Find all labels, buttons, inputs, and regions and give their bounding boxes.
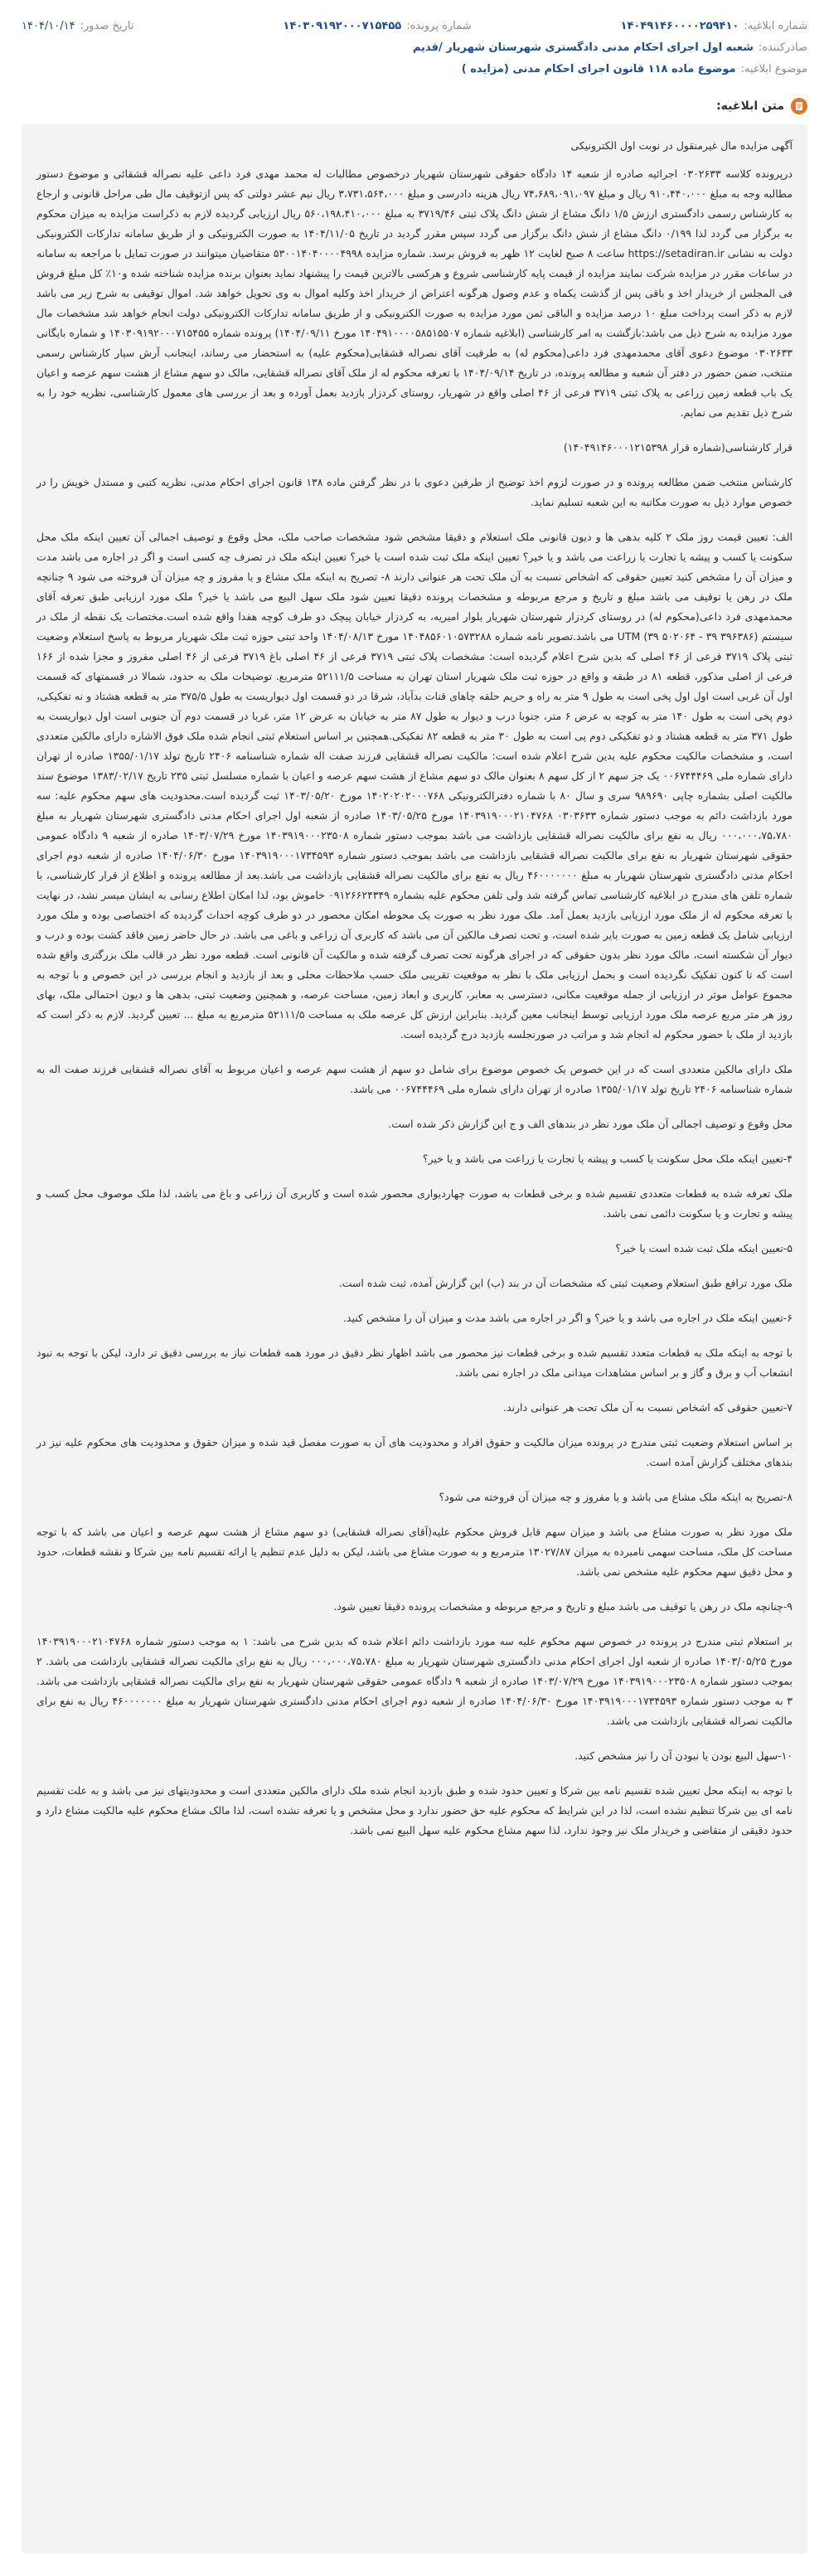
paragraph: بر استعلام ثبتی مندرج در پرونده در خصوص سهم محکوم علیه سه مورد بازداشت دائم اعلام شده که بدین شرح می باشد: ۱ به موجب دستور شماره ۱۴۰۳۹۱۹۰۰۰۲۱۰۴۷۶۸ مورخ ۱۴۰۳/۰۵/۲۵ صادره از شعبه اول اجرای احکام مدنی دادگستری شهرستان شهریار به مبلغ ۰۰۰،۰۰۰،۷۵،۷۸۰ ریال به نفع برای مالکیت نصراله قشقایی بازداشت می باشد. ۲ بموجب دستور شماره ۱۴۰۳۹۱۹۰۰۰۲۳۵۰۸ مورخ ۱۴۰۳/۰۷/۲۹ صادره از شعبه ۹ دادگاه عمومی حقوقی شهرستان شهریار به نفع برای مالکیت نصراله قشقایی بازداشت می باشد. ۳ به موجب دستور شماره ۱۴۰۳۹۱۹۰۰۰۱۷۳۴۵۹۳ مورخ ۱۴۰۴/۰۶/۳۰ صادره از شعبه دوم اجرای احکام مدنی دادگستری شهرستان شهریار به مبلغ ۴۶۰۰۰۰۰۰۰ ریال به نفع برای مالکیت نصراله قشقایی بازداشت می باشد. bbox=[36, 1635, 793, 1727]
notice-number-value: ۱۴۰۴۹۱۴۶۰۰۰۰۲۵۹۴۱۰ bbox=[620, 19, 739, 32]
issue-date-label: تاریخ صدور: bbox=[80, 19, 134, 32]
notice-number bbox=[621, 20, 807, 32]
paragraph: ملک مورد نظر به صورت مشاع می باشد و میزان سهم قابل فروش محکوم علیه(آقای نصراله قشقایی) دو سهم مشاع از هشت سهم عرصه و اعیان می باشد که با توجه مساحت کل ملک، مساحت سهمی نامبرده به میزان ۱۳۰۲۷/۸۷ مترمربع و به صورت مشاع می باشد، لیکن به دلیل عدم تنظیم یا ارائه تقسیم نامه بین شرکا و نقشه قطعات، حدود و محل دقیق سهم محکوم علیه مشخص نمی باشد. bbox=[36, 1526, 793, 1578]
paragraph: با توجه به اینکه ملک به قطعات متعدد تقسیم شده و برخی قطعات نیز محصور می باشد اظهار نظر دقیق در مورد همه قطعات نیاز به بررسی دقیق تر دارد، لیکن با توجه به نبود انشعاب آب و برق و گاز و بر اساس مشاهدات میدانی ملک در اجاره نمی باشد. bbox=[36, 1346, 793, 1379]
paragraph: ملک مورد ترافع طبق استعلام وضعیت ثبتی که مشخصات آن در بند (ب) این گزارش آمده، ثبت شده است. bbox=[338, 1277, 793, 1289]
paragraph: ۶-تعیین اینکه ملک در اجاره می باشد و یا خیر؟ و اگر در اجاره می باشد مدت و میزان آن را مشخص کنید. bbox=[342, 1312, 793, 1324]
paragraph: محل وقوع و توصیف اجمالی آن ملک مورد نظر در بندهای الف و ج این گزارش ذکر شده است. bbox=[388, 1118, 793, 1130]
paragraph: ۵-تعیین اینکه ملک ثبت شده است یا خیر؟ bbox=[615, 1242, 793, 1254]
subject-value: موضوع ماده ۱۱۸ قانون اجرای احکام مدنی (مزایده ) bbox=[461, 62, 736, 75]
notice-text-heading bbox=[22, 98, 807, 114]
paragraph: آگهی مزایده مال غیرمنقول در نوبت اول الکترونیکی bbox=[570, 139, 793, 152]
notice-header bbox=[0, 0, 829, 80]
paragraph: ۴-تعیین اینکه ملک محل سکونت یا کسب و پیشه یا تجارت یا زراعت می باشد و یا خیر؟ bbox=[422, 1152, 793, 1165]
paragraph: ۱۰-سهل البیع بودن یا نبودن آن را نیز مشخص کنید. bbox=[574, 1749, 793, 1762]
notice-body bbox=[22, 124, 807, 2554]
issuer-value: شعبه اول اجرای احکام مدنی دادگستری شهرستان شهریار /قدیم bbox=[412, 41, 754, 54]
paragraph: درپرونده کلاسه ۰۳۰۲۶۳۳ اجرائیه صادره از شعبه ۱۴ دادگاه حقوقی شهرستان شهریار درخصوص مطالبات له محمد مهدی فرد داعی علیه نصراله قشقائی و موضوع دستور مطالبه وجه به مبلغ ۹۱۰،۴۴۰،۰۰۰ ریال و مبلغ ۷۴،۶۸۹،۰۹۱،۰۹۷ ریال هزینه دادرسی و مبلغ ۳،۷۳۱،۵۶۴،۰۰۰ ریال نیم عشر دولتی که پس ازتوقیف مال طی مراحل قانونی و ارجاع به کارشناس رسمی دادگستری ارزش ۱/۵ دانگ مشاع از شش دانگ پلاک ثبتی ۳۷۱۹/۴۶ به مبلغ ۵۶۰،۱۹۸،۴۱۰،۰۰۰ ریال ارزیابی گردیده لازم به ذکراست مزایده به میزان محکوم به برگزار می گردد لذا ۰/۱۹۹ دانگ مشاع از شش دانگ برگزار می گردد سپس مقرر گردید در تاریخ ۱۴۰۴/۱۱/۰۵ به صورت الکترونیکی و از طریق سامانه تدارکات الکترونیکی دولت به نشانی https://setadiran.ir ساعت ۸ صبح لغایت ۱۲ ظهر به فروش برسد. شماره مزایده ۵۳۰۰۱۴۰۴۰۰۰۰۴۹۹۸ متقاضیان میتوانند در صورت تمایل با مراجعه به سامانه در ساعات مقرر در مزایده شرکت نمایند مزایده از قیمت پایه کارشناسی شروع و هرکسی بالاترین قیمت را پیشنهاد نماید بعنوان برنده مزایده شناخته شده و۱۰٪ کل مبلغ فروش فی المجلس از خریدار اخذ و باقی پس از گذشت یکماه و عدم وصول هرگونه اعتراض از خریدار اخذ وکلیه اموال به وی تحویل خواهد شد. اموال توقیفی به شرح زیر می باشد لازم به ذکر است پرداخت مبلغ ۱۰ درصد مزایده و الباقی ثمن مورد مزایده به صورت الکترونیکی و از طریق سامانه تدارکات الکترونیکی دولت انجام خواهد شد مشخصات مال مورد مزایده به شرح ذیل می باشد:بازگشت به امر کارشناسی (ابلاغیه شماره ۱۴۰۴۹۱۰۰۰۰۵۸۵۱۵۵۰۷ مورخ ۱۴۰۴/۰۹/۱۱) پرونده شماره ۱۴۰۳۰۹۱۹۲۰۰۰۷۱۵۴۵۵ و شماره بایگانی ۰۳۰۲۶۳۳ موضوع دعوی آقای محمدمهدی فرد داعی(محکوم له) به طرفیت آقای نصراله قشقایی(محکوم علیه) به استحضار می رساند، اینجانب آرش سیار کارشناس رسمی منتخب، ضمن حضور در دفتر آن شعبه و مطالعه پرونده، در تاریخ ۱۴۰۴/۰۹/۱۴ با تعرفه محکوم له از ملک آقای نصراله قشقایی، مالک دو سهم مشاع از هشت سهم عرصه و اعیان یک باب قطعه زمین زراعی به پلاک ثبتی ۳۷۱۹ فرعی از ۴۶ اصلی واقع در شهریار، روستای کردزار بازدید بعمل آورده و بعد از بررسی های معمول کارشناسی، نظریه خود را به شرح ذیل تقدیم می نمایم. bbox=[36, 167, 793, 419]
issuer-line bbox=[22, 36, 807, 58]
paragraph: قرار کارشناسی(شماره قرار ۱۴۰۴۹۱۴۶۰۰۰۱۲۱۵۳۹۸) bbox=[563, 441, 793, 454]
paragraph: ۹-چنانچه ملک در رهن یا توقیف می باشد مبلغ و تاریخ و مرجع مربوطه و مشخصات پرونده دقیقا تعیین شود. bbox=[333, 1600, 793, 1613]
notice-text-heading-label: متن ابلاغیه: bbox=[716, 99, 784, 113]
paragraph: با توجه به اینکه محل تعیین شده تقسیم نامه بین شرکا و تعیین حدود شده و طبق بازدید انجام شده ملک دارای مالکین متعددی است و محدودیتهای نیز می باشد و به علت تقسیم نامه ای بین شرکا تنظیم نشده است، لذا در این شرایط که محکوم علیه حق حضور ندارد و محل مشخص و یا تعرفه نشده است، لذا مالک مشاع محکوم علیه مالکیت مشاع دارد و حدود دقیقی از متقاضی و خریدار ملک نیز وجود ندارد، لذا سهم مشاع محکوم علیه سهل البیع نمی باشد. bbox=[36, 1784, 793, 1836]
subject-line bbox=[22, 58, 807, 80]
issue-date-value: ۱۴۰۴/۱۰/۱۴ bbox=[22, 19, 75, 32]
paragraph: ملک دارای مالکین متعددی است که در این خصوص یک خصوص موضوع برای شامل دو سهم از هشت سهم عرصه و اعیان مربوط به آقای نصراله قشقایی فرزند صفت اله به شماره شناسنامه ۲۴۰۶ تاریخ تولد ۱۳۵۵/۰۱/۱۷ صادره از تهران دارای شماره ملی ۰۰۶۷۴۴۴۶۹ می باشد. bbox=[36, 1063, 793, 1095]
case-number bbox=[283, 20, 471, 32]
case-number-value: ۱۴۰۳۰۹۱۹۲۰۰۰۷۱۵۴۵۵ bbox=[283, 19, 402, 32]
paragraph: بر اساس استعلام وضعیت ثبتی مندرج در پرونده میزان مالکیت و حقوق افراد و محدودیت های آن به صورت مفصل قید شده و میزان حقوق و محدودیت های محکوم علیه نیز در بندهای مختلف گزارش آمده است. bbox=[36, 1436, 793, 1468]
issuer-label: صادرکننده: bbox=[758, 41, 807, 54]
paragraph: ۸-تصریح به اینکه ملک مشاع می باشد و یا مفروز و چه میزان آن فروخته می شود؟ bbox=[439, 1491, 793, 1503]
subject-label: موضوع ابلاغیه: bbox=[740, 62, 807, 75]
case-number-label: شماره پرونده: bbox=[406, 19, 472, 32]
issue-date bbox=[22, 20, 133, 32]
meta-row bbox=[22, 15, 807, 36]
paragraph: ملک تعرفه شده به قطعات متعددی تقسیم شده و برخی قطعات به صورت چهاردیواری محصور شده است و کاربری آن زراعی و باغ می باشد، لذا ملک موصوف محل کسب و پیشه و تجارت و یا سکونت دائمی نمی باشد. bbox=[36, 1187, 793, 1220]
document-icon bbox=[791, 98, 807, 114]
paragraph: الف: تعیین قیمت روز ملک ۲ کلیه بدهی ها و دیون قانونی ملک استعلام و دقیقا مشخص شود مشخصات صاحب ملک، محل وقوع و توصیف اجمالی آن تعیین اینکه ملک محل سکونت یا کسب و پیشه یا تجارت یا زراعت می باشد و یا خیر؟ تعیین اینکه ملک ثبت شده است یا خیر؟ تعیین اینکه ملک در تصرف چه کسی است و اگر در اجاره می باشد مدت و میزان آن را مشخص کنید تعیین حقوقی که اشخاص نسبت به آن ملک تحت هر عنوانی دارند ۸- تصریح به اینکه ملک مشاع و یا مفروز و چه میزان آن فروخته می شود ۹ چنانچه ملک در رهن یا توقیف می باشد مبلغ و تاریخ و مرجع مربوطه و مشخصات پرونده دقیقا تعیین شود ملک سهل البیع می باشد یا خیر؟ ملک مورد ارزیابی طبق تعرفه آقای محمدمهدی فرد داعی(محکوم له) در روستای کردزار شهرستان شهریار بلوار امیریه، به کردزار خیابان پیچک دو طرف کوچه هفدا واقع شده است.مختصات یک نقطه از ملک در سیستم UTM (۳۹ ۵۰۲۰۶۴ - ۳۹ ۳۹۶۳۸۶) می باشد.تصویر نامه شماره ۱۴۰۴۸۵۶۰۱۰۵۷۳۲۸۸ مورخ ۱۴۰۴/۰۸/۱۳ واحد ثبتی حوزه ثبت ملک شهریار مربوط به پاسخ استعلام وضعیت ثبتی پلاک ۳۷۱۹ فرعی از ۴۶ اصلی که بدین شرح اعلام گردیده است: مشخصات پلاک ثبتی ۳۷۱۹ فرعی از ۴۶ اصلی باغ ۳۷۱۹ فرعی از ۴۶ اصلی مفروز و مجزا شده از ۱۶۶ فرعی از اصلی مذکور، قطعه ۸۱ در طبقه و واقع در حوزه ثبت ملک شهریار استان تهران به مساحت ۵۲۱۱۱/۵ مترمربع. توضیحات ملک به حدود، شمالا در قسمتهای که قسمت اول آن غربی است اول اول پخی است به طول ۹ متر به راه و حریم حلقه چاهای قنات بدآباد، شرقا در دو قسمت اول دیواریست به طول ۳۷۵/۵ متر به قطعه هشتاد و نه تفکیکی، دوم پخی است به طول ۱۴۰ متر به کوچه به عرض ۶ متر، جنوبا درب و دیوار به طول ۸۷ متر به خیابان به عرض ۱۲ متر، غربا در قسمت دوم آن جنوبی است اول دیواریست به طول ۳۷۱ متر به قطعه هشتاد و دو تفکیکی دوم پی است به طول ۳۰ متر به قطعه ۸۲ تفکیکی.همچنین بر اساس استعلام ثبتی انجام شده ملک فوق الاشاره دارای مالکین متعددی است، و مشخصات مالکیت محکوم علیه بدین شرح اعلام شده است: مالکیت نصراله قشقایی فرزند صفت اله شماره شناسنامه ۲۴۰۶ تاریخ تولد ۱۳۵۵/۰۱/۱۷ صادره از تهران دارای شماره ملی ۰۰۶۷۴۴۴۶۹ یک جز سهم ۲ از کل سهم ۸ بعنوان مالک دو سهم مشاع از هشت سهم عرصه و اعیان با شماره مسلسل ثبتی ۲۳۵ تاریخ ۱۳۸۳/۰۲/۱۷ موضوع سند مالکیت اصلی بشماره چاپی ۹۸۹۶۹۰ سری و سال ۸۰ با شماره دفترالکترونیکی ۱۴۰۲۰۲۰۲۰۰۰۷۶۸ مورخ ۱۴۰۳/۰۵/۲۰ ثبت گردیده است.محدودیت های سهم محکوم علیه: سه مورد بازداشت دائم به موجب دستور شماره ۰۳۰۳۶۳۳ ۱۴۰۳۹۱۹۰۰۰۲۱۰۴۷۶۸ مورخ ۱۴۰۳/۰۵/۲۵ صادره از شعبه اول اجرای احکام مدنی دادگستری شهرستان شهریار به مبلغ ۰۰۰،۰۰۰،۷۵،۷۸۰ ریال به نفع برای مالکیت نصراله قشقایی بازداشت می باشد بموجب دستور شماره ۱۴۰۳۹۱۹۰۰۰۲۳۵۰۸ مورخ ۱۴۰۳/۰۷/۲۹ صادره از شعبه ۹ دادگاه عمومی حقوقی شهرستان شهریار به نفع برای مالکیت نصراله قشقایی بازداشت می باشد بموجب دستور شماره ۱۴۰۳۹۱۹۰۰۰۱۷۳۴۵۹۳ مورخ ۱۴۰۴/۰۶/۳۰ صادره از شعبه دوم اجرای احکام مدنی دادگستری شهرستان شهریار به مبلغ ۴۶۰۰۰۰۰۰۰ ریال به نفع برای مالکیت نصراله قشقایی بازداشت می باشد.بعد از مطالعه پرونده و اطلاع از قرار کارشناسی، با شماره تلفن های مندرج در ابلاغیه کارشناسی تماس گرفته شد ولی تلفن محکوم علیه بشماره ۰۹۱۲۶۶۲۴۳۴۹ خاموش بود، لذا امکان اطلاع رسانی به ایشان میسر نشد، در نهایت با تعرفه محکوم له از ملک مورد ارزیابی بازدید بعمل آمد. ملک مورد نظر به صورت یک محوطه امکان محصور در دو طرف کوچه احداث گردیده که اختصاصی بوده و ملک مورد ارزیابی شامل یک قطعه زمین به صورت بایر شده است، و تحت تصرف مالکین آن می باشد که کاربری آن زراعی و باغی می باشد. در حال حاضر زمین فاقد کشت بوده و درب و دیوار آن شکسته است، مالک مورد نظر بدون حقوقی که در اجرای هرگونه تحت تصرف گرفته شده و مالکیت آن قانونی است. قطعه مورد نظر در قالب ملک بزرگتری واقع شده است که تا کنون تفکیک نگردیده است و بحمل ارزیابی ملک با نظر به موقعیت تقریبی ملک حسب ملاحظات محلی و بعد از بازدید و انجام بررسی در این خصوص و با توجه به مجموع عوامل موثر در ارزیابی از جمله موقعیت مکانی، دسترسی به معابر، کاربری و ابعاد زمین، مساحت عرصه، و همچنین وضعیت ثبتی، بدهی ها و دیون احتمالی ملک، بهای روز هر متر مربع عرصه ملک مورد ارزیابی توسط اینجانب معین گردید. بنابراین ارزش کل عرصه ملک به مساحت ۵۲۱۱۱/۵ مترمربع به مبلغ ... تعیین گردید. لازم به ذکر است که بازدید از ملک با حضور محکوم له انجام شد و مراتب در صورتجلسه بازدید درج گردیده است. bbox=[36, 531, 793, 1041]
paragraph: کارشناس منتخب ضمن مطالعه پرونده و در صورت لزوم اخذ توضیح از طرفین دعوی با در نظر گرفتن ماده ۱۳۸ قانون اجرای احکام مدنی، نظریه کتبی و مستدل خویش را در خصوص موارد ذیل به صورت مکاتبه به این شعبه تسلیم نماید. bbox=[36, 476, 793, 508]
notice-number-label: شماره ابلاغیه: bbox=[744, 19, 807, 32]
paragraph: ۷-تعیین حقوقی که اشخاص نسبت به آن ملک تحت هر عنوانی دارند. bbox=[503, 1401, 793, 1414]
